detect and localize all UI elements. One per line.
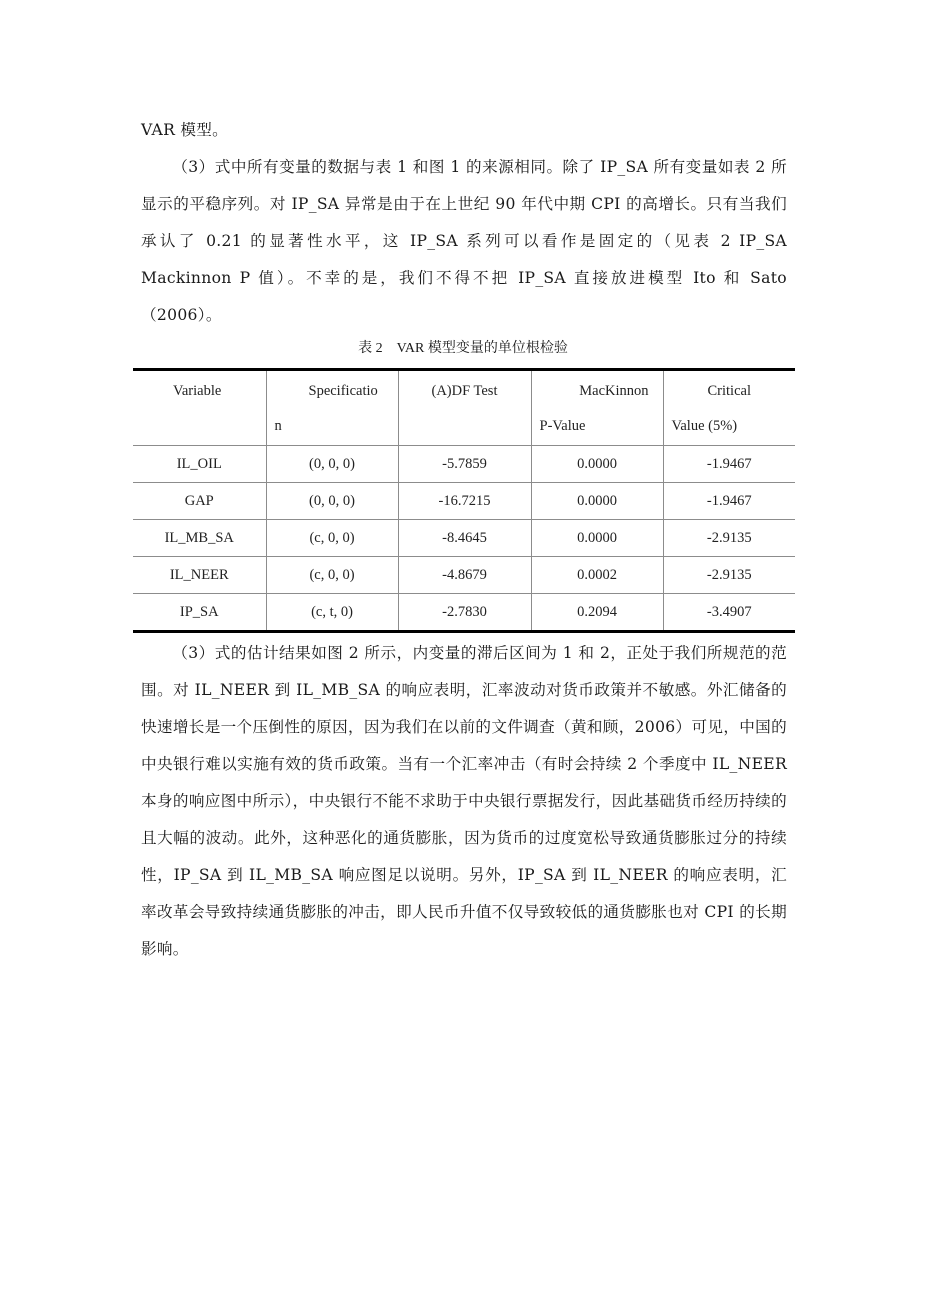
- cell-df-test: -2.7830: [398, 594, 531, 632]
- header-variable-label: Variable: [173, 383, 222, 399]
- header-df-test-label: (A)DF Test: [431, 383, 498, 399]
- header-specification: [266, 370, 398, 446]
- header-critical-line2: Value (5%): [671, 418, 738, 434]
- header-df-test: [398, 370, 531, 446]
- table-caption-number: 表 2: [358, 341, 383, 356]
- cell-p-value: 0.0000: [531, 483, 663, 520]
- cell-specification: (c, 0, 0): [266, 557, 398, 594]
- cell-critical-value: -2.9135: [663, 520, 795, 557]
- paragraph-estimation-results: （3）式的估计结果如图 2 所示，内变量的滞后区间为 1 和 2，正处于我们所规范的范围。对 IL_NEER 到 IL_MB_SA 的响应表明，汇率波动对货币政策并不敏感。外汇储备的快速增长是一个压倒性的原因，因为我们在以前的文件调查（黄和顾，2006）可见，中国的中央银行难以实施有效的货币政策。当有一个汇率冲击（有时会持续 2 个季度中 IL_NEER 本身的响应图中所示），中央银行不能不求助于中央银行票据发行，因此基础货币经历持续的且大幅的波动。此外，这种恶化的通货膨胀，因为货币的过度宽松导致通货膨胀过分的持续性，IP_SA 到 IL_MB_SA 响应图足以说明。另外，IP_SA 到 IL_NEER 的响应表明，汇率改革会导致持续通货膨胀的冲击，即人民币升值不仅导致较低的通货膨胀也对 CPI 的长期影响。: [141, 644, 787, 958]
- cell-specification: (c, t, 0): [266, 594, 398, 632]
- cell-p-value: 0.0000: [531, 446, 663, 483]
- cell-df-test: -4.8679: [398, 557, 531, 594]
- paragraph-intro-tail: VAR 模型。: [141, 121, 229, 139]
- cell-p-value: 0.0002: [531, 557, 663, 594]
- cell-critical-value: -2.9135: [663, 557, 795, 594]
- table-row: [133, 594, 795, 632]
- cell-variable: IL_OIL: [133, 446, 266, 483]
- cell-critical-value: -3.4907: [663, 594, 795, 632]
- cell-df-test: -5.7859: [398, 446, 531, 483]
- table-row: [133, 520, 795, 557]
- cell-variable: IL_NEER: [133, 557, 266, 594]
- cell-df-test: -16.7215: [398, 483, 531, 520]
- table-caption: [0, 338, 926, 360]
- header-specification-line1: Specificatio: [308, 383, 378, 399]
- cell-variable: IL_MB_SA: [133, 520, 266, 557]
- header-mackinnon-line2: P-Value: [539, 418, 586, 434]
- cell-p-value: 0.0000: [531, 520, 663, 557]
- cell-df-test: -8.4645: [398, 520, 531, 557]
- header-mackinnon-line1: MacKinnon: [579, 383, 649, 399]
- header-variable: [133, 370, 266, 446]
- header-critical: [663, 370, 795, 446]
- cell-critical-value: -1.9467: [663, 483, 795, 520]
- table-caption-title: VAR 模型变量的单位根检验: [396, 341, 568, 356]
- table-row: [133, 557, 795, 594]
- cell-variable: GAP: [133, 483, 266, 520]
- cell-p-value: 0.2094: [531, 594, 663, 632]
- cell-variable: IP_SA: [133, 594, 266, 632]
- unit-root-test-table: [133, 368, 795, 633]
- table-row: [133, 483, 795, 520]
- table-header-row: [133, 370, 795, 446]
- header-critical-line1: Critical: [707, 383, 751, 399]
- cell-specification: (c, 0, 0): [266, 520, 398, 557]
- header-mackinnon: [531, 370, 663, 446]
- paragraph-data-sources: （3）式中所有变量的数据与表 1 和图 1 的来源相同。除了 IP_SA 所有变量如表 2 所显示的平稳序列。对 IP_SA 异常是由于在上世纪 90 年代中期 CPI 的高增长。只有当我们承认了 0.21 的显著性水平，这 IP_SA 系列可以看作是固定的（见表 2 IP_SA Mackinnon P 值）。不幸的是，我们不得不把 IP_SA 直接放进模型 Ito 和 Sato（2006）。: [141, 158, 787, 324]
- cell-critical-value: -1.9467: [663, 446, 795, 483]
- cell-specification: (0, 0, 0): [266, 446, 398, 483]
- table-row: [133, 446, 795, 483]
- header-specification-line2: n: [274, 418, 282, 434]
- cell-specification: (0, 0, 0): [266, 483, 398, 520]
